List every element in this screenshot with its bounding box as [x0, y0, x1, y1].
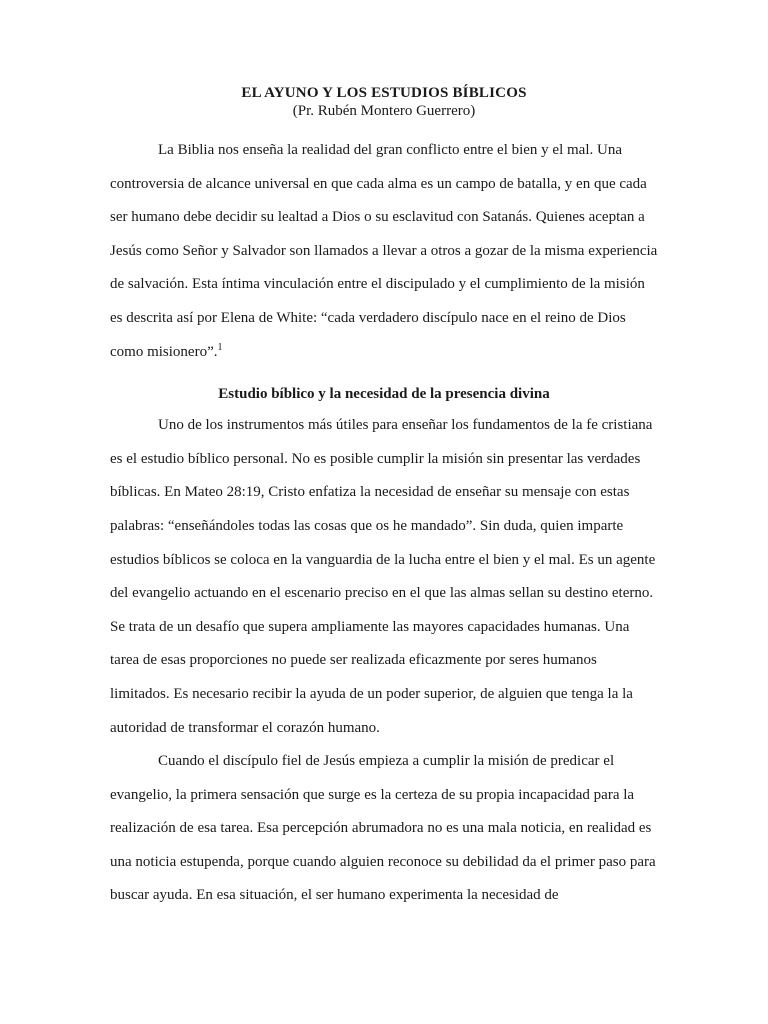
paragraph-intro-text: La Biblia nos enseña la realidad del gran conflicto entre el bien y el mal. Una controversia de alcance universal en que cada alma es un campo de batalla, y en que cada ser humano debe decidir su lealtad a Dios o su esclavitud con Satanás. Quienes aceptan a Jesús como Señor y Salvador son llamados a llevar a otros a gozar de la misma experiencia de salvación. Esta íntima vinculación entre el discipulado y el cumplimiento de la misión es descrita así por Elena de White: “cada verdadero discípulo nace en el reino de Dios como misionero”.	[110, 142, 658, 360]
paragraph-disciple: Cuando el discípulo fiel de Jesús empieza a cumplir la misión de predicar el evangelio, la primera sensación que surge es la certeza de su propia incapacidad para la realización de esa tarea. Esa percepción abrumadora no es una mala noticia, en realidad es una noticia estupenda, porque cuando alguien reconoce su debilidad da el primer paso para buscar ayuda. En esa situación, el ser humano experimenta la necesidad de	[110, 753, 656, 904]
document-title: EL AYUNO Y LOS ESTUDIOS BÍBLICOS	[241, 85, 527, 101]
paragraph-intro	[110, 134, 658, 369]
footnote-marker: 1	[217, 341, 223, 353]
document-body	[110, 84, 658, 913]
document-author: (Pr. Rubén Montero Guerrero)	[292, 103, 476, 119]
section-heading: Estudio bíblico y la necesidad de la presencia divina	[218, 386, 550, 403]
paragraph-bible-study: Uno de los instrumentos más útiles para enseñar los fundamentos de la fe cristiana es el estudio bíblico personal. No es posible cumplir la misión sin presentar las verdades bíblicas. En Mateo 28:19, Cristo enfatiza la necesidad de enseñar su mensaje con estas palabras: “enseñándoles todas las cosas que os he mandado”. Sin duda, quien imparte estudios bíblicos se coloca en la vanguardia de la lucha entre el bien y el mal. Es un agente del evangelio actuando en el escenario preciso en el que las almas sellan su destino eterno. Se trata de un desafío que supera ampliamente las mayores capacidades humanas. Una tarea de esas proporciones no puede ser realizada eficazmente por seres humanos limitados. Es necesario recibir la ayuda de un poder superior, de alguien que tenga la la autoridad de transformar el corazón humano.	[110, 417, 656, 736]
